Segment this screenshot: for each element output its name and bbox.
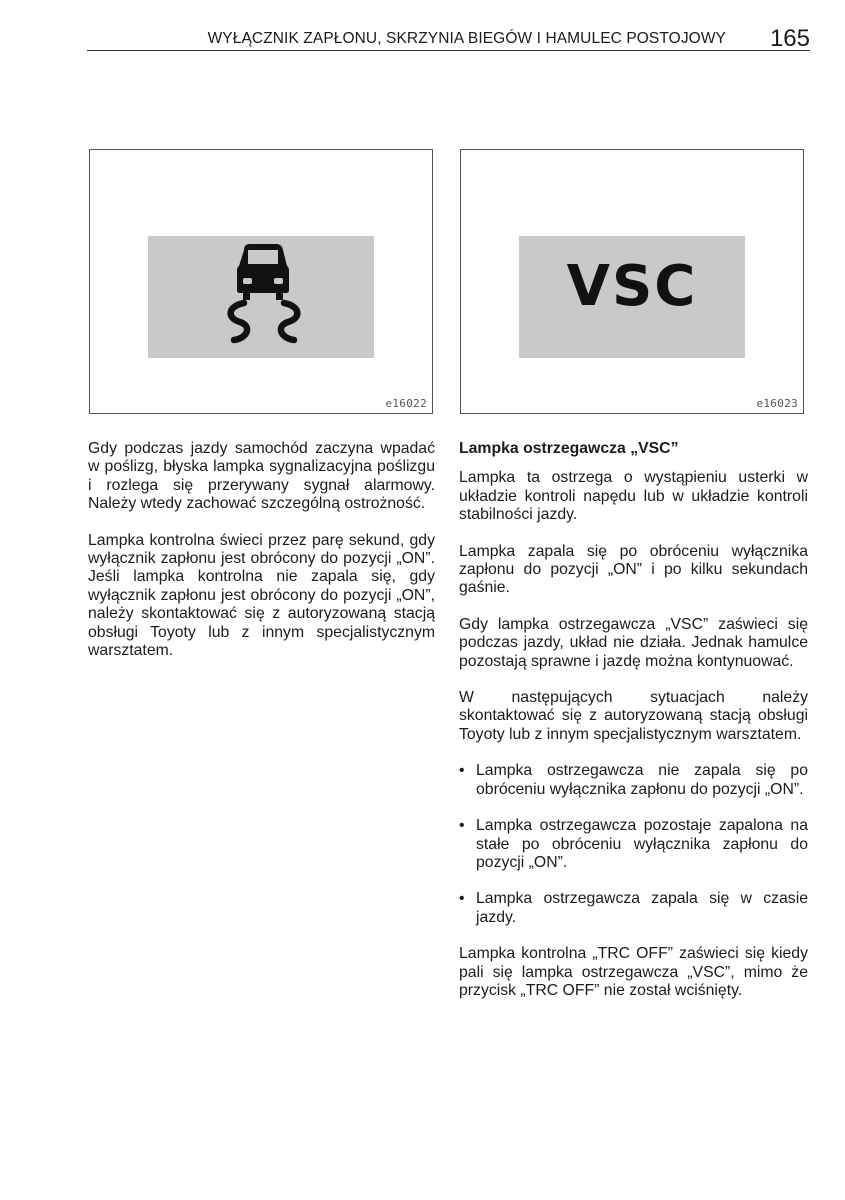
list-item-text: Lampka ostrzegawcza pozostaje zapalona na stałe po obróceniu wyłącznika zapłonu do pozycji „ON”.: [476, 817, 808, 871]
paragraph: Lampka ta ostrzega o wystąpieniu usterki w układzie kontroli napędu lub w układzie kontroli stabilności jazdy.: [459, 469, 808, 524]
page-number: 165: [769, 25, 810, 52]
left-column: [88, 440, 435, 678]
figure-skid-indicator: [89, 149, 433, 414]
header-divider: [87, 50, 810, 51]
paragraph: Lampka zapala się po obróceniu wyłącznika zapłonu do pozycji „ON” i po kilku sekundach gaśnie.: [459, 542, 808, 597]
list-item: [459, 890, 808, 927]
vsc-label: VSC: [566, 254, 698, 319]
paragraph: Lampka kontrolna świeci przez parę sekund, gdy wyłącznik zapłonu jest obrócony do pozycji „ON”. Jeśli lampka kontrolna nie zapala się, gdy wyłącznik zapłonu jest obrócony do pozycji „ON”, należy skontaktować się z autoryzowaną stacją obsługi Toyoty lub z innym specjalistycznym warsztatem.: [88, 531, 435, 660]
list-item-text: Lampka ostrzegawcza nie zapala się po obróceniu wyłącznika zapłonu do pozycji „ON”.: [476, 762, 808, 798]
indicator-panel: [519, 236, 745, 358]
indicator-panel: [148, 236, 374, 358]
header-title: WYŁĄCZNIK ZAPŁONU, SKRZYNIA BIEGÓW I HAMULEC POSTOJOWY: [207, 30, 726, 47]
skid-warning-icon: [148, 236, 374, 358]
right-column: [459, 440, 808, 1018]
bullet-icon: •: [459, 817, 465, 835]
list-item: [459, 817, 808, 872]
list-item-text: Lampka ostrzegawcza zapala się w czasie jazdy.: [476, 890, 808, 926]
figure-code: e16022: [385, 397, 427, 410]
paragraph: W następujących sytuacjach należy skontaktować się z autoryzowaną stacją obsługi Toyoty lub z innym specjalistycznym warsztatem.: [459, 689, 808, 743]
section-heading: Lampka ostrzegawcza „VSC”: [459, 440, 679, 457]
bullet-list: [459, 762, 808, 927]
bullet-icon: •: [459, 890, 465, 908]
bullet-icon: •: [459, 762, 465, 780]
paragraph: Gdy lampka ostrzegawcza „VSC” zaświeci się podczas jazdy, układ nie działa. Jednak hamulce pozostają sprawne i jazdę można kontynuować.: [459, 615, 808, 670]
figure-vsc-indicator: [460, 149, 804, 414]
paragraph: Lampka kontrolna „TRC OFF” zaświeci się kiedy pali się lampka ostrzegawcza „VSC”, mimo że przycisk „TRC OFF” nie został wciśnięty.: [459, 945, 808, 999]
paragraph: Gdy podczas jazdy samochód zaczyna wpadać w poślizg, błyska lampka sygnalizacyjna poślizgu i rozlega się przerywany sygnał alarmowy. Należy wtedy zachować szczególną ostrożność.: [88, 440, 435, 513]
list-item: [459, 762, 808, 799]
figure-code: e16023: [756, 397, 798, 410]
